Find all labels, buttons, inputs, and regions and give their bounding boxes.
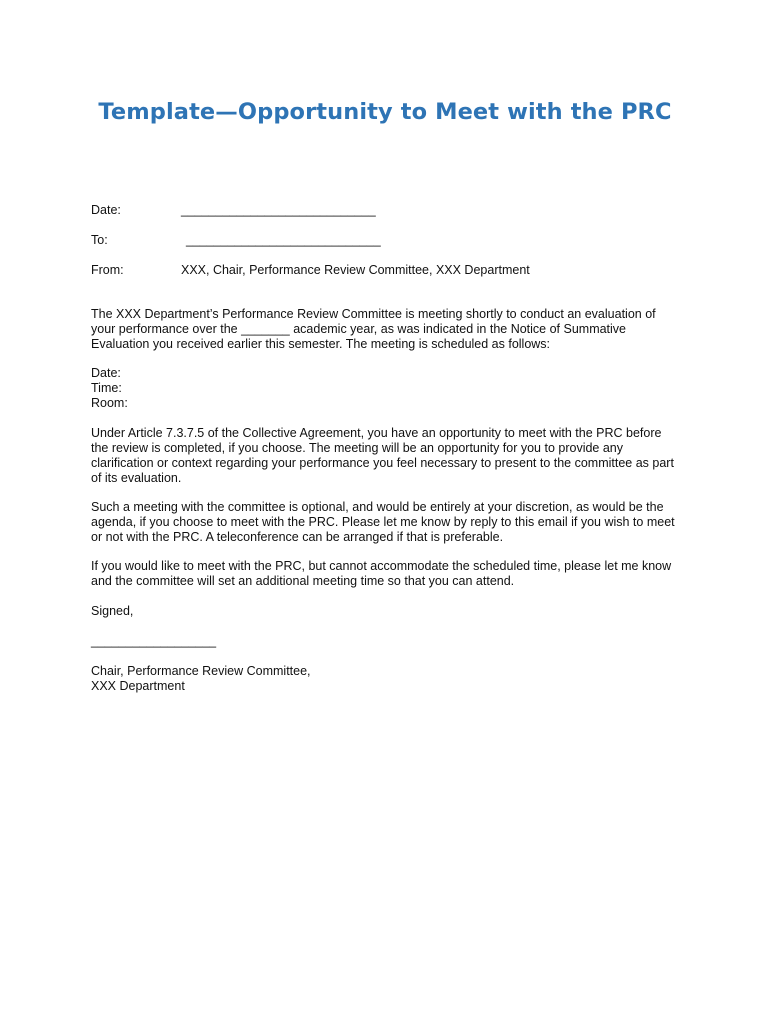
optional-line: or not with the PRC. A teleconference can be arranged if that is preferable. xyxy=(91,530,504,544)
to-label: To: xyxy=(91,233,108,247)
signed-text: Signed, xyxy=(91,604,134,618)
reschedule-line: and the committee will set an additional meeting time so that you can attend. xyxy=(91,574,515,588)
date-label: Date: xyxy=(91,203,121,217)
article-paragraph xyxy=(91,426,691,486)
article-line: clarification or context regarding your performance you feel necessary to present to the committee as part xyxy=(91,456,674,470)
to-value: ____________________________ xyxy=(186,233,381,247)
article-line: the review is completed, if you choose. The meeting will be an opportunity for you to provide any xyxy=(91,441,624,455)
article-line: of its evaluation. xyxy=(91,471,182,485)
signer-title: Chair, Performance Review Committee, xyxy=(91,664,311,678)
schedule-room: Room: xyxy=(91,396,128,410)
signature-block xyxy=(91,664,691,694)
schedule-date: Date: xyxy=(91,366,121,380)
signature-line: __________________ xyxy=(91,634,217,648)
intro-line: Evaluation you received earlier this semester. The meeting is scheduled as follows: xyxy=(91,337,551,351)
signer-department: XXX Department xyxy=(91,679,185,693)
schedule-time: Time: xyxy=(91,381,122,395)
date-value: ____________________________ xyxy=(181,203,376,217)
optional-line: agenda, if you choose to meet with the PRC. Please let me know by reply to this email if you wish to meet xyxy=(91,515,675,529)
optional-line: Such a meeting with the committee is optional, and would be entirely at your discretion, as would be the xyxy=(91,500,664,514)
intro-paragraph xyxy=(91,307,691,352)
from-value: XXX, Chair, Performance Review Committee, XXX Department xyxy=(181,263,530,277)
optional-paragraph xyxy=(91,500,691,545)
reschedule-paragraph xyxy=(91,559,691,589)
intro-line: your performance over the _______ academic year, as was indicated in the Notice of Summative xyxy=(91,322,627,336)
intro-line: The XXX Department’s Performance Review Committee is meeting shortly to conduct an evaluation of xyxy=(91,307,656,321)
document-title: Template—Opportunity to Meet with the PRC xyxy=(98,99,672,125)
from-label: From: xyxy=(91,263,124,277)
schedule-list xyxy=(91,366,691,411)
article-line: Under Article 7.3.7.5 of the Collective Agreement, you have an opportunity to meet with the PRC before xyxy=(91,426,662,440)
reschedule-line: If you would like to meet with the PRC, but cannot accommodate the scheduled time, please let me know xyxy=(91,559,672,573)
